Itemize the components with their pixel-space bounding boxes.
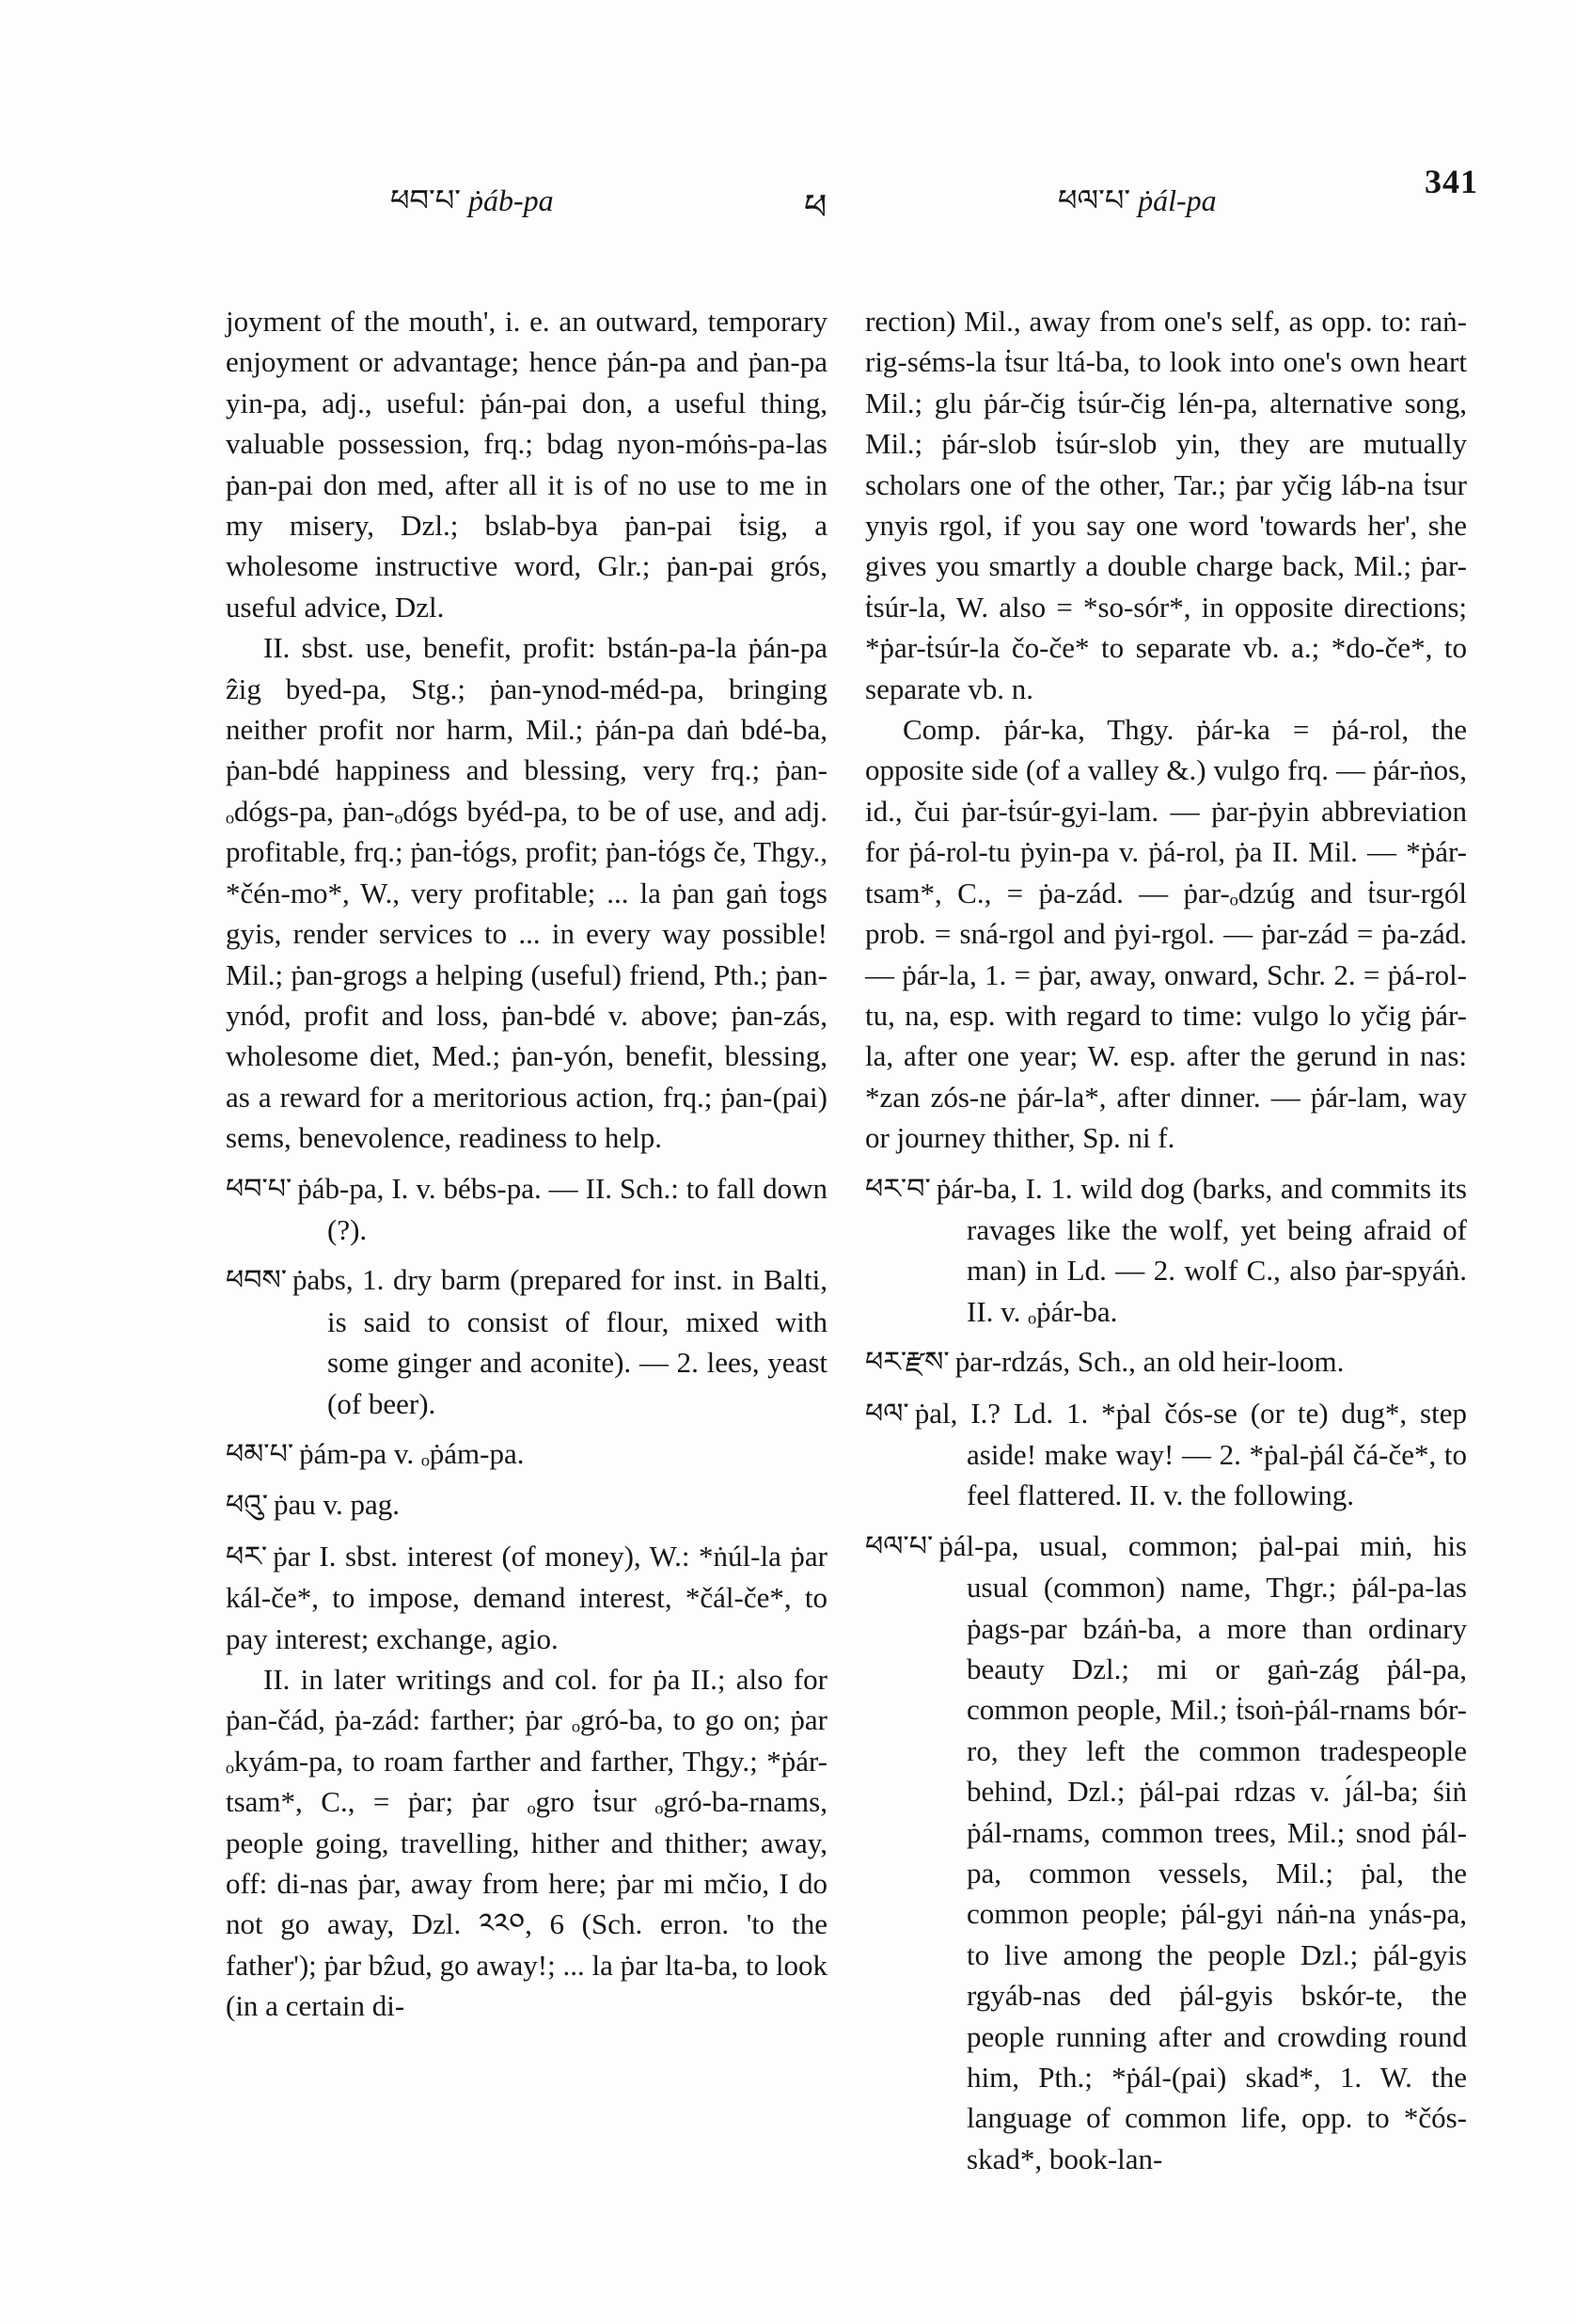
entry-tibetan-headword: ཕར་བ་ [865, 1172, 931, 1206]
entry-tibetan-headword: ཕལ་ [865, 1397, 909, 1431]
right-column [865, 301, 1467, 2179]
entry-tibetan-headword: ཕབས་ [226, 1264, 288, 1298]
entry-text: ṗabs, 1. dry barm (prepared for inst. in Balti, is said to consist of flour, mixed with some ginger and aconite). — 2. lees, yeast (of beer). [292, 1263, 827, 1420]
right-paragraph: rection) Mil., away from one's self, as opp. to: raṅ-rig-séms-la ṫsur ltá-ba, to look into one's own heart Mil.; glu ṗár-čig ṫsúr-čig lén-pa, alternative song, Mil.; ṗár-slob ṫsúr-slob yin, they are mutually scholars one of the other, Tar.; ṗar yčig láb-na ṫsur ynyis rgol, if you say one word 'towards her', she gives you smartly a double charge back, Mil.; ṗar-ṫsúr-la, W. also = *so-sór*, in opposite directions; *ṗar-ṫsúr-la čo-če* to separate vb. a.; *do-če*, to separate vb. n. [865, 305, 1467, 705]
entry-text: ṗar I. sbst. interest (of money), W.: *ṅúl-la ṗar kál-če*, to impose, demand interest, *čál-če*, to pay interest; exchange, agio. [226, 1539, 827, 1655]
dictionary-entry [226, 1168, 827, 1251]
entry-text: ṗal, I.? Ld. 1. *ṗal čós-se (or te) dug*, step aside! make way! — 2. *ṗal-ṗál čá-če*, to feel flattered. II. v. the following. [914, 1396, 1467, 1512]
left-paragraph: joyment of the mouth', i. e. an outward, temporary enjoyment or advantage; hence ṗán-pa and ṗan-pa yin-pa, adj., useful: ṗán-pai don, a useful thing, valuable possession, frq.; bdag nyon-móṅs-pa-las ṗan-pai don med, after all it is of no use to me in my misery, Dzl.; bslab-bya ṗan-pai ṫsig, a wholesome instructive word, Glr.; ṗan-pai grós, useful advice, Dzl. [226, 305, 827, 624]
dictionary-entry [865, 1393, 1467, 1516]
entry-text: ṗar-rdzás, Sch., an old heir-loom. [954, 1345, 1345, 1379]
left-column [226, 301, 827, 2027]
running-head-left-tibetan: ཕབ་པ་ [390, 182, 461, 218]
entry-tibetan-headword: ཕར་རྫས་ [865, 1346, 950, 1380]
dictionary-entry [226, 1484, 827, 1526]
running-head-right [1058, 167, 1217, 233]
entry-tibetan-headword: ཕར་ [226, 1540, 268, 1573]
entry-text: ṗár-ba, I. 1. wild dog (barks, and commits its ravages like the wolf, yet being afraid of man) in Ld. — 2. wolf C., also ṗar-spyáṅ. II. v. ₒṗár-ba. [936, 1171, 1467, 1328]
entry-tibetan-headword: ཕལ་པ་ [865, 1529, 934, 1563]
entry-text: ṗám-pa v. ₒṗám-pa. [299, 1436, 525, 1470]
running-head-right-tibetan: ཕལ་པ་ [1058, 182, 1131, 218]
dictionary-entry [226, 1536, 827, 1659]
left-paragraph: II. in later writings and col. for ṗa II.; also for ṗan-čád, ṗa-zád: farther; ṗar ₒgró-ba, to go on; ṗar ₒkyám-pa, to roam farther and farther, Thgy.; *ṗár-tsam*, C., = ṗar; ṗar ₒgro ṫsur ₒgró-ba-rnams, people going, travelling, hither and thither; away, off: di-nas ṗar, away from here; ṗar mi mčio, I do not go away, Dzl. ༢༢༠, 6 (Sch. erron. 'to the father'); ṗar bẑud, go away!; ... la ṗar lta-ba, to look (in a certain di- [226, 1663, 827, 2023]
dictionary-entry [226, 1259, 827, 1424]
entry-tibetan-headword: ཕམ་པ་ [226, 1437, 294, 1471]
running-head-left-translit: ṗáb-pa [467, 183, 554, 217]
running-head-right-translit: ṗál-pa [1138, 183, 1217, 217]
entry-text: ṗáb-pa, I. v. bébs-pa. — II. Sch.: to fall down (?). [297, 1171, 827, 1246]
dictionary-entry [226, 1433, 827, 1475]
entry-tibetan-headword: ཕའུ་ [226, 1489, 269, 1523]
dictionary-entry [865, 1168, 1467, 1333]
running-head-left [390, 167, 554, 233]
entry-text: ṗau v. pag. [274, 1488, 401, 1522]
dictionary-entry [865, 1526, 1467, 2180]
dictionary-entry [865, 1341, 1467, 1383]
entry-text: ṗál-pa, usual, common; ṗal-pai miṅ, his usual (common) name, Thgr.; ṗál-pa-las ṗags-par bzáṅ-ba, a more than ordinary beauty Dzl.; mi or gaṅ-zág ṗál-pa, common people, Mil.; ṫsoṅ-ṗál-rnams bór-ro, they left the common tradespeople behind, Dzl.; ṗál-pai rdzas v. ȷ́ál-ba; śiṅ ṗál-rnams, common trees, Mil.; snod ṗál-pa, common vessels, Mil.; ṗal, the common people; ṗál-gyi náṅ-na ynás-pa, to live among the people Dzl.; ṗál-gyis rgyáb-nas ded ṗál-gyis bskór-te, the people running after and crowding round him, Pth.; *ṗál-(pai) skad*, 1. W. the language of common life, opp. to *čós-skad*, book-lan- [938, 1528, 1467, 2175]
left-paragraph: II. sbst. use, benefit, profit: bstán-pa-la ṗán-pa ẑig byed-pa, Stg.; ṗan-ynod-méd-pa, bringing neither profit nor harm, Mil.; ṗán-pa daṅ bdé-ba, ṗan-bdé happiness and blessing, very frq.; ṗan-ₒdógs-pa, ṗan-ₒdógs byéd-pa, to be of use, and adj. profitable, frq.; ṗan-ṫógs, profit; ṗan-ṫógs če, Thgy., *čén-mo*, W., very profitable; ... la ṗan gaṅ ṫogs gyis, render services to ... in every way possible! Mil.; ṗan-grogs a helping (useful) friend, Pth.; ṗan-ynód, profit and loss, ṗan-bdé v. above; ṗan-zás, wholesome diet, Med.; ṗan-yón, benefit, blessing, as a reward for a meritorious action, frq.; ṗan-(pai) sems, benevolence, readiness to help. [226, 631, 827, 1155]
right-paragraph: Comp. ṗár-ka, Thgy. ṗár-ka = ṗá-rol, the opposite side (of a valley &.) vulgo frq. — ṗár-ṅos, id., čui ṗar-ṫsúr-gyi-lam. — ṗar-ṗyin abbreviation for ṗá-rol-tu ṗyin-pa v. ṗá-rol, ṗa II. Mil. — *ṗár-tsam*, C., = ṗa-zád. — ṗar-ₒdzúg and ṫsur-rgól prob. = sná-rgol and ṗyi-rgol. — ṗar-zád = ṗa-zád. — ṗár-la, 1. = ṗar, away, onward, Schr. 2. = ṗá-rol-tu, na, esp. with regard to time: vulgo lo yčig ṗár-la, after one year; W. esp. after the gerund in nas: *zan zós-ne ṗár-la*, after dinner. — ṗár-lam, way or journey thither, Sp. ni f. [865, 713, 1467, 1155]
entry-tibetan-headword: ཕབ་པ་ [226, 1172, 292, 1206]
page-number: 341 [1425, 163, 1478, 200]
running-head-center-letter: ཕ [804, 186, 827, 228]
